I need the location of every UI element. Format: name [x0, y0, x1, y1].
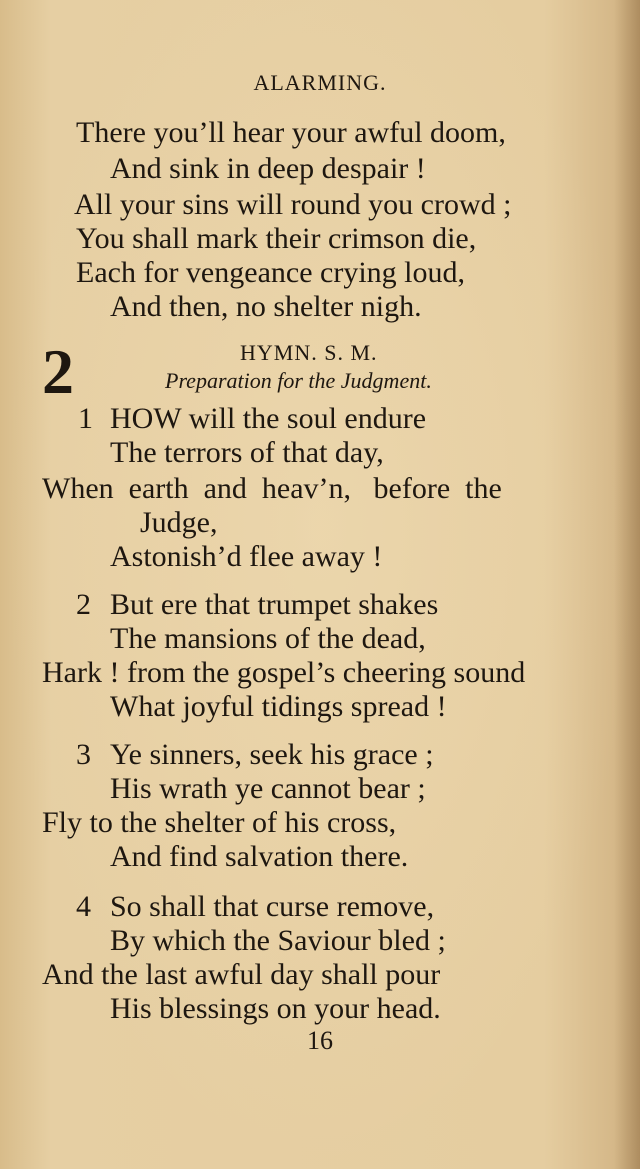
verse-line: By which the Saviour bled ; — [110, 924, 446, 957]
verse-line: The terrors of that day, — [110, 436, 384, 469]
verse-line: And sink in deep despair ! — [110, 152, 426, 185]
verse-line: All your sins will round you crowd ; — [74, 188, 512, 221]
stanza-number: 2 — [76, 588, 91, 621]
running-head: ALARMING. — [253, 70, 387, 95]
verse-line: You shall mark their crimson die, — [76, 222, 477, 255]
verse-line: Judge, — [140, 506, 218, 539]
verse-line: And find salvation there. — [110, 840, 409, 873]
hymn-title: HYMN. S. M. — [240, 340, 378, 365]
stanza-number: 1 — [78, 402, 93, 435]
verse-line: There you’ll hear your awful doom, — [76, 116, 506, 149]
page-edge-shadow — [614, 0, 640, 1169]
stanza-number: 4 — [76, 890, 91, 923]
verse-line: Ye sinners, seek his grace ; — [110, 738, 434, 771]
verse-line: When earth and heav’n, before the — [42, 472, 502, 505]
hymn-subtitle: Preparation for the Judgment. — [165, 368, 432, 393]
verse-line: But ere that trumpet shakes — [110, 588, 439, 621]
verse-line: And then, no shelter nigh. — [110, 290, 422, 323]
verse-line: Astonish’d flee away ! — [110, 540, 383, 573]
stanza-number: 3 — [76, 738, 91, 771]
hymn-number: 2 — [42, 336, 74, 407]
verse-line: HOW will the soul endure — [110, 402, 427, 435]
verse-line: And the last awful day shall pour — [42, 958, 441, 991]
page-number: 16 — [307, 1026, 333, 1055]
verse-line: Each for vengeance crying loud, — [76, 256, 465, 289]
verse-line: So shall that curse remove, — [110, 890, 435, 923]
verse-line: What joyful tidings spread ! — [110, 690, 447, 723]
verse-line: Hark ! from the gospel’s cheering sound — [42, 656, 526, 689]
verse-line: His wrath ye cannot bear ; — [110, 772, 426, 805]
verse-line: His blessings on your head. — [110, 992, 441, 1025]
verse-line: The mansions of the dead, — [110, 622, 426, 655]
verse-line: Fly to the shelter of his cross, — [42, 806, 397, 839]
